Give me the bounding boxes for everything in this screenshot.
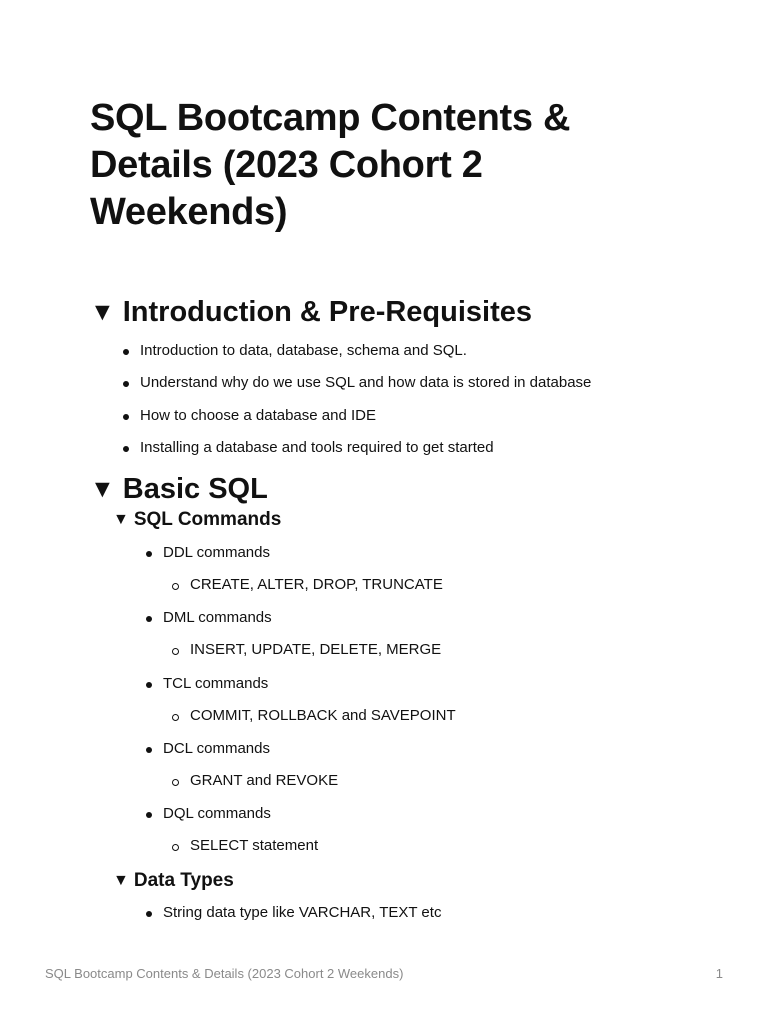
page-title: SQL Bootcamp Contents & Details (2023 Cohort 2 Weekends)	[90, 97, 571, 233]
hollow-bullet-icon	[172, 714, 179, 721]
list-item: TCL commands	[163, 675, 269, 692]
bullet-icon	[146, 616, 152, 622]
bullet-icon	[146, 747, 152, 753]
hollow-bullet-icon	[172, 583, 179, 590]
toggle-triangle-icon[interactable]: ▼	[90, 298, 115, 326]
sub-list-item: GRANT and REVOKE	[190, 772, 339, 789]
bullet-icon	[146, 812, 152, 818]
list-item: DDL commands	[163, 544, 270, 561]
section-heading-label: Introduction & Pre-Requisites	[122, 296, 533, 328]
hollow-bullet-icon	[172, 779, 179, 786]
sub-list-item: INSERT, UPDATE, DELETE, MERGE	[190, 641, 442, 658]
bullet-icon	[146, 682, 152, 688]
list-item: Understand why do we use SQL and how data is stored in database	[140, 374, 592, 391]
list-item: How to choose a database and IDE	[140, 407, 376, 424]
bullet-icon	[146, 911, 152, 917]
section-heading-introduction[interactable]	[90, 295, 532, 329]
subsection-heading-sql-commands[interactable]	[113, 509, 281, 531]
subsection-heading-label: SQL Commands	[133, 509, 282, 530]
list-item: Introduction to data, database, schema and SQL.	[140, 342, 467, 359]
footer-title: SQL Bootcamp Contents & Details (2023 Cohort 2 Weekends)	[45, 966, 404, 981]
section-heading-label: Basic SQL	[122, 473, 268, 505]
sub-list-item: CREATE, ALTER, DROP, TRUNCATE	[190, 576, 443, 593]
subsection-heading-data-types[interactable]	[113, 870, 234, 892]
list-item: DCL commands	[163, 740, 270, 757]
page-number: 1	[715, 966, 723, 981]
bullet-icon	[146, 551, 152, 557]
subsection-heading-label: Data Types	[133, 870, 234, 891]
hollow-bullet-icon	[172, 648, 179, 655]
toggle-triangle-icon[interactable]: ▼	[113, 872, 129, 889]
section-heading-basic-sql[interactable]	[90, 472, 268, 506]
bullet-icon	[123, 381, 129, 387]
toggle-triangle-icon[interactable]: ▼	[113, 511, 129, 528]
list-item: Installing a database and tools required to get started	[140, 439, 494, 456]
toggle-triangle-icon[interactable]: ▼	[90, 475, 115, 503]
bullet-icon	[123, 349, 129, 355]
list-item: DQL commands	[163, 805, 271, 822]
sub-list-item: COMMIT, ROLLBACK and SAVEPOINT	[190, 707, 456, 724]
sub-list-item: SELECT statement	[190, 837, 319, 854]
list-item: DML commands	[163, 609, 272, 626]
hollow-bullet-icon	[172, 844, 179, 851]
bullet-icon	[123, 446, 129, 452]
list-item: String data type like VARCHAR, TEXT etc	[163, 904, 442, 921]
bullet-icon	[123, 414, 129, 420]
